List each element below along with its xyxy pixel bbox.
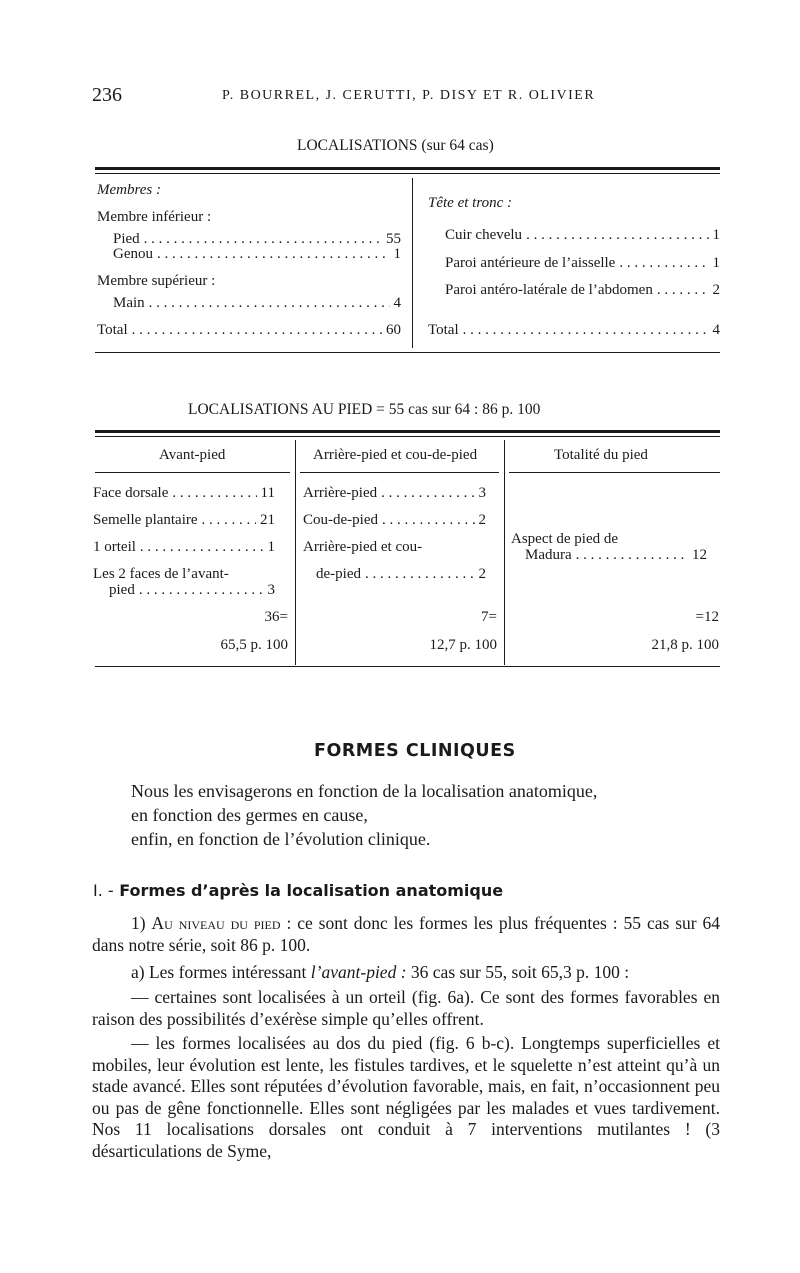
table1-left-heading: Membres : [97, 182, 162, 198]
subsection-title: Formes d’après la localisation anatomique [119, 881, 504, 900]
dot-leader [657, 282, 709, 299]
table2-caption: LOCALISATIONS AU PIED = 55 cas sur 64 : 86 p. 100 [188, 401, 541, 418]
table2-top-rule [95, 430, 720, 433]
table2-col3-percent: 21,8 p. 100 [651, 637, 719, 653]
table1-right-total [428, 322, 720, 339]
row-label: Cou-de-pied [303, 512, 378, 528]
table2-row-2-faces [109, 582, 275, 599]
row-label: Paroi antérieure de l’aisselle [445, 255, 616, 271]
dot-leader [382, 512, 475, 529]
running-header-authors: P. BOURREL, J. CERUTTI, P. DISY ET R. OLIVIER [222, 88, 596, 103]
row-label: Semelle plantaire [93, 512, 198, 528]
table1-caption: LOCALISATIONS (sur 64 cas) [297, 137, 494, 154]
row-value: 3 [478, 485, 486, 501]
paragraph-1 [92, 913, 720, 956]
table2-row-arriere-cou-label: Arrière-pied et cou- [303, 539, 423, 555]
row-label: Arrière-pied [303, 485, 378, 501]
total-label: Total [97, 322, 128, 338]
p2-italic: l’avant-pied : [310, 962, 407, 982]
table1-group-upper-limb: Membre supérieur : [97, 273, 216, 289]
table1-right-heading: Tête et tronc : [428, 195, 513, 211]
table1-row-genou [113, 246, 401, 263]
row-value: 1 [267, 539, 275, 555]
row-value: 1 [712, 227, 720, 243]
table1-row-main [113, 295, 401, 312]
paragraph-4: — les formes localisées au dos du pied (fig. 6 b-c). Longtemps superficielles et mobiles, leur évolution est lente, les fistules tardives, et le squelette n’est atteint qu’à un stade avancé. Elles sont réputées d’évolution favorable, mais, en fait, n’occasionnent peu ou pas de gêne fonctionnelle. Elles sont négligées par les malades et vues tardivement. Nos 11 localisations dorsales ont conduit à 7 interventions mutilantes ! (3 désarticulations de Syme, [92, 1033, 720, 1161]
table2-header-rule-1 [95, 472, 290, 473]
table2-col3-sum: =12 [695, 609, 719, 625]
table2-col1-percent: 65,5 p. 100 [220, 637, 288, 653]
table2-bottom-rule [95, 666, 720, 667]
dot-leader [157, 246, 390, 263]
dot-leader [140, 539, 264, 556]
table2-col1-sum: 36= [264, 609, 288, 625]
table2-col2-sum: 7= [481, 609, 497, 625]
table1-column-divider [412, 178, 413, 348]
table1-row-abdomen [445, 282, 720, 299]
row-value: 3 [267, 582, 275, 598]
p2-start: a) Les formes intéressant [131, 962, 307, 982]
row-value: 2 [712, 282, 720, 298]
dot-leader [576, 547, 688, 564]
p1-text: : ce sont donc les formes les plus fréquentes : 55 cas sur 64 dans notre série, soit 86 p. 100. [92, 913, 721, 955]
p1-number: 1) [131, 913, 146, 933]
table2-divider-2 [504, 440, 505, 665]
table2-row-2-faces-label: Les 2 faces de l’avant- [93, 566, 229, 582]
row-value: 21 [260, 512, 275, 528]
table2-divider-1 [295, 440, 296, 665]
dot-leader [463, 322, 709, 339]
paragraph-2 [92, 962, 720, 984]
table2-header-rule-3 [509, 472, 720, 473]
row-value: 1 [393, 246, 401, 262]
table2-header-rule-2 [300, 472, 499, 473]
table2-col-header-arriere-pied: Arrière-pied et cou-de-pied [313, 447, 478, 463]
table2-row-semelle-plantaire [93, 512, 275, 529]
table2-row-arriere-pied [303, 485, 486, 502]
table1-row-aisselle [445, 255, 720, 272]
dot-leader [619, 255, 708, 272]
subsection-heading [93, 881, 503, 900]
dot-leader [381, 485, 474, 502]
row-value: 12 [692, 547, 707, 563]
row-label: Face dorsale [93, 485, 169, 501]
page-number: 236 [92, 84, 122, 106]
total-value: 4 [712, 322, 720, 338]
dot-leader [172, 485, 256, 502]
table2-row-orteil [93, 539, 275, 556]
table2-top-rule-2 [95, 436, 720, 437]
row-label: de-pied [316, 566, 361, 582]
table1-top-rule [95, 167, 720, 170]
table1-row-cuir-chevelu [445, 227, 720, 244]
p2-end: 36 cas sur 55, soit 65,3 p. 100 : [410, 962, 630, 982]
row-value: 2 [478, 512, 486, 528]
dot-leader [139, 582, 264, 599]
row-label: pied [109, 582, 135, 598]
row-label: 1 orteil [93, 539, 136, 555]
intro-line-1: Nous les envisagerons en fonction de la localisation anatomique, [131, 781, 598, 801]
row-label: Cuir chevelu [445, 227, 523, 243]
dot-leader [149, 295, 390, 312]
row-label: Paroi antéro-latérale de l’abdomen [445, 282, 653, 298]
row-label: Madura [525, 547, 572, 563]
intro-line-3: enfin, en fonction de l’évolution clinique. [131, 829, 431, 849]
dot-leader [365, 566, 475, 583]
table2-row-face-dorsale [93, 485, 275, 502]
table2-row-madura-label: Aspect de pied de [511, 531, 619, 547]
row-value: 4 [393, 295, 401, 311]
table1-left-total [97, 322, 401, 339]
table1-group-lower-limb: Membre inférieur : [97, 209, 212, 225]
row-value: 2 [478, 566, 486, 582]
table2-row-cou-de-pied [303, 512, 486, 529]
row-value: 55 [386, 231, 401, 247]
dot-leader [132, 322, 382, 339]
row-label: Main [113, 295, 145, 311]
table2-col-header-avant-pied: Avant-pied [159, 447, 226, 463]
table2-row-arriere-cou [316, 566, 486, 583]
intro-line-2: en fonction des germes en cause, [131, 805, 368, 825]
row-value: 11 [260, 485, 275, 501]
row-value: 1 [712, 255, 720, 271]
dot-leader [202, 512, 256, 529]
section-title: FORMES CLINIQUES [314, 741, 516, 761]
row-label: Pied [113, 231, 140, 247]
table2-col-header-totalite: Totalité du pied [554, 447, 648, 463]
table2-row-madura [525, 547, 707, 564]
table1-bottom-rule [95, 352, 720, 353]
total-label: Total [428, 322, 459, 338]
row-label: Genou [113, 246, 153, 262]
dot-leader [526, 227, 708, 244]
table2-col2-percent: 12,7 p. 100 [429, 637, 497, 653]
paragraph-3: — certaines sont localisées à un orteil (fig. 6a). Ce sont des formes favorables en raison des possibilités d’exérèse simple qu’elles offrent. [92, 987, 720, 1029]
subsection-number: I. - [93, 881, 114, 900]
p1-small-caps: Au niveau du pied [151, 913, 281, 933]
total-value: 60 [386, 322, 401, 338]
table1-top-rule-2 [95, 173, 720, 174]
